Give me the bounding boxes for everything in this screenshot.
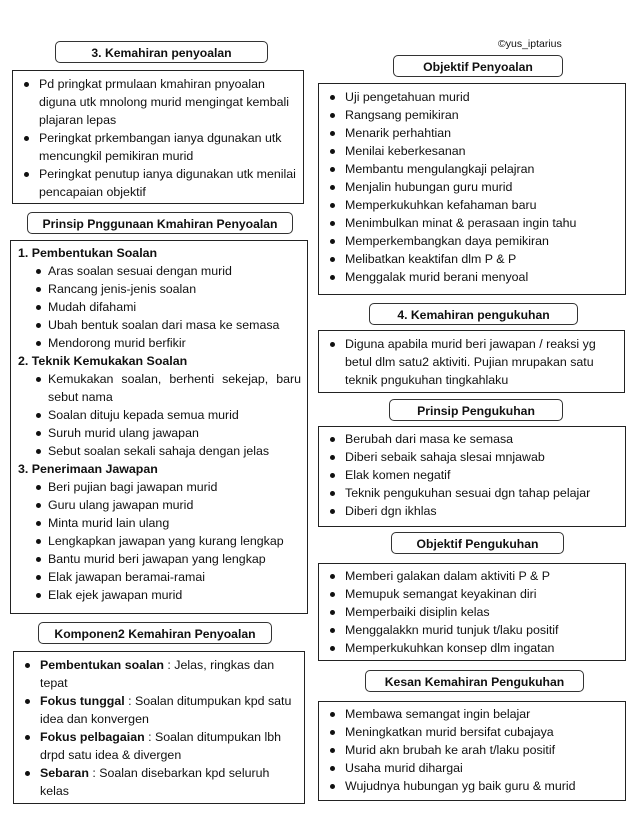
term-desc: : Soalan ditumpukan kpd satu idea dan konvergen	[40, 694, 292, 726]
list-item: Menjalin hubungan guru murid	[327, 178, 619, 196]
list-item: Aras soalan sesuai dengan murid	[36, 262, 301, 280]
section-heading: 3. Penerimaan Jawapan	[18, 462, 158, 476]
section-heading: 1. Pembentukan Soalan	[18, 246, 158, 260]
kesan-pengukuhan-box	[318, 701, 626, 801]
section-heading: 2. Teknik Kemukakan Soalan	[18, 354, 188, 368]
list-item: Peringkat penutup ianya digunakan utk menilai pencapaian objektif	[21, 165, 297, 201]
list-item: Menimbulkan minat & perasaan ingin tahu	[327, 214, 619, 232]
term: Pembentukan soalan	[40, 658, 164, 672]
list-item: Sebut soalan sekali sahaja dengan jelas	[36, 442, 301, 460]
list-item: Murid akn brubah ke arah t/laku positif	[327, 741, 619, 759]
list-item: Menilai keberkesanan	[327, 142, 619, 160]
prinsip-pengukuhan-title: Prinsip Pengukuhan	[389, 399, 563, 421]
list-item: Rangsang pemikiran	[327, 106, 619, 124]
list-item: Menarik perhahtian	[327, 124, 619, 142]
list-item: Memperbaiki disiplin kelas	[327, 603, 619, 621]
list-item: Peringkat prkembangan ianya dgunakan utk mencungkil pemikiran murid	[21, 129, 297, 165]
list-item: Suruh murid ulang jawapan	[36, 424, 301, 442]
prinsip-pengukuhan-box	[318, 426, 626, 527]
list-item: Teknik pengukuhan sesuai dgn tahap pelajar	[327, 484, 619, 502]
list-item: Melibatkan keaktifan dlm P & P	[327, 250, 619, 268]
list-item: Mudah difahami	[36, 298, 301, 316]
komponen-title: Komponen2 Kemahiran Penyoalan	[38, 622, 272, 644]
list-item: Lengkapkan jawapan yang kurang lengkap	[36, 532, 301, 550]
term-desc: : Soalan ditumpukan lbh drpd satu idea & divergen	[40, 730, 282, 762]
list-item: Elak jawapan beramai-ramai	[36, 568, 301, 586]
list-item: Menggalak murid berani menyoal	[327, 268, 619, 286]
term: Fokus tunggal	[40, 694, 125, 708]
prinsip-penggunaan-title: Prinsip Pnggunaan Kmahiran Penyoalan	[27, 212, 293, 234]
list-item: Membawa semangat ingin belajar	[327, 705, 619, 723]
list-item: Bantu murid beri jawapan yang lengkap	[36, 550, 301, 568]
term-desc: : Soalan disebarkan kpd seluruh kelas	[40, 766, 270, 798]
list-item: Diguna apabila murid beri jawapan / reaksi yg betul dlm satu2 aktiviti. Pujian mrupakan satu teknik pngukuhan tingkahlaku	[327, 335, 618, 389]
list-item: Memperkukuhkan konsep dlm ingatan	[327, 639, 619, 657]
term-desc: : Jelas, ringkas dan tepat	[40, 658, 275, 690]
term: Fokus pelbagaian	[40, 730, 145, 744]
prinsip-penggunaan-box	[10, 240, 308, 614]
list-item: Membantu mengulangkaji pelajran	[327, 160, 619, 178]
list-item: Usaha murid dihargai	[327, 759, 619, 777]
list-item: Pd pringkat prmulaan kmahiran pnyoalan diguna utk mnolong murid mengingat kembali plajaran lepas	[21, 75, 297, 129]
objektif-pengukuhan-box	[318, 563, 626, 661]
list-item: Beri pujian bagi jawapan murid	[36, 478, 301, 496]
kemahiran-pengukuhan-box	[318, 330, 625, 393]
objektif-penyoalan-box	[318, 83, 626, 295]
list-item: Kemukakan soalan, berhenti sekejap, baru sebut nama	[36, 370, 301, 406]
list-item: Elak komen negatif	[327, 466, 619, 484]
list-item: Wujudnya hubungan yg baik guru & murid	[327, 777, 619, 795]
objektif-pengukuhan-title: Objektif Pengukuhan	[391, 532, 564, 554]
list-item	[22, 656, 298, 692]
list-item: Ubah bentuk soalan dari masa ke semasa	[36, 316, 301, 334]
list-item: Mendorong murid berfikir	[36, 334, 301, 352]
list-item: Memberi galakan dalam aktiviti P & P	[327, 567, 619, 585]
list-item	[22, 692, 298, 728]
list-item: Memperkembangkan daya pemikiran	[327, 232, 619, 250]
credit-watermark: ©yus_iptarius	[498, 38, 562, 50]
komponen-box	[13, 651, 305, 804]
list-item: Menggalakkn murid tunjuk t/laku positif	[327, 621, 619, 639]
kemahiran-pengukuhan-title: 4. Kemahiran pengukuhan	[369, 303, 578, 325]
list-item: Minta murid lain ulang	[36, 514, 301, 532]
kemahiran-penyoalan-title: 3. Kemahiran penyoalan	[55, 41, 268, 63]
term: Sebaran	[40, 766, 89, 780]
list-item: Diberi sebaik sahaja slesai mnjawab	[327, 448, 619, 466]
list-item: Soalan dituju kepada semua murid	[36, 406, 301, 424]
objektif-penyoalan-title: Objektif Penyoalan	[393, 55, 563, 77]
list-item	[22, 764, 298, 800]
list-item: Berubah dari masa ke semasa	[327, 430, 619, 448]
list-item: Uji pengetahuan murid	[327, 88, 619, 106]
list-item: Rancang jenis-jenis soalan	[36, 280, 301, 298]
list-item: Meningkatkan murid bersifat cubajaya	[327, 723, 619, 741]
list-item: Elak ejek jawapan murid	[36, 586, 301, 604]
kemahiran-penyoalan-box	[12, 70, 304, 204]
kesan-pengukuhan-title: Kesan Kemahiran Pengukuhan	[365, 670, 584, 692]
list-item: Memperkukuhkan kefahaman baru	[327, 196, 619, 214]
list-item: Diberi dgn ikhlas	[327, 502, 619, 520]
list-item	[22, 728, 298, 764]
list-item: Guru ulang jawapan murid	[36, 496, 301, 514]
list-item: Memupuk semangat keyakinan diri	[327, 585, 619, 603]
